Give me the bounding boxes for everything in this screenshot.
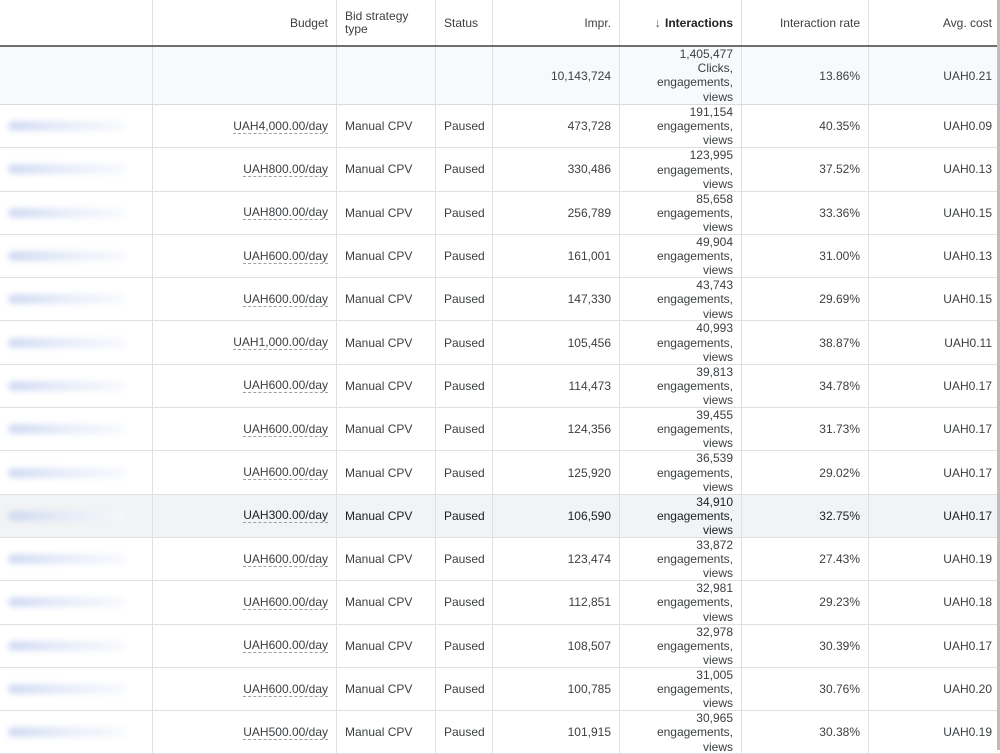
- campaign-name-cell[interactable]: [0, 105, 153, 147]
- avg-cost-cell: UAH0.09: [943, 119, 992, 134]
- interactions-type: engagements,: [656, 508, 733, 523]
- interaction-rate-cell: 29.69%: [742, 278, 869, 320]
- interactions-value: 32,981: [696, 581, 733, 596]
- header-status-label: Status: [444, 15, 479, 30]
- interaction-rate-cell: 34.78%: [742, 365, 869, 407]
- interactions-type: views: [702, 393, 733, 408]
- bid-strategy-cell: Manual CPV: [337, 365, 436, 407]
- bid-strategy-cell: Manual CPV: [337, 321, 436, 363]
- interactions-type: engagements,: [656, 335, 733, 350]
- interactions-cell: [620, 235, 742, 277]
- interactions-type: views: [702, 436, 733, 451]
- total-impr: 10,143,724: [493, 47, 620, 104]
- total-campaign: [0, 47, 153, 104]
- budget-cell[interactable]: [153, 711, 337, 753]
- interactions-cell: [620, 668, 742, 710]
- header-interactions-label: Interactions: [664, 15, 733, 30]
- interaction-rate-cell: 30.38%: [742, 711, 869, 753]
- table-row[interactable]: [0, 321, 1000, 364]
- interactions-cell: [620, 711, 742, 753]
- interactions-value: 40,993: [696, 321, 733, 336]
- redacted-campaign-name: [8, 684, 126, 694]
- table-row[interactable]: [0, 495, 1000, 538]
- total-interactions-type: Clicks,: [697, 61, 733, 76]
- impr-cell: 125,920: [493, 451, 620, 493]
- interactions-cell: [620, 495, 742, 537]
- status-cell: Paused: [436, 581, 493, 623]
- header-avg-cost[interactable]: [869, 0, 1000, 45]
- interactions-type: views: [702, 176, 733, 191]
- status-cell: Paused: [436, 148, 493, 190]
- bid-strategy-cell: Manual CPV: [337, 148, 436, 190]
- interactions-cell: [620, 625, 742, 667]
- redacted-campaign-name: [8, 554, 126, 564]
- interactions-type: engagements,: [656, 682, 733, 697]
- interaction-rate-cell: 31.73%: [742, 408, 869, 450]
- budget-value[interactable]: UAH600.00/day: [243, 378, 328, 393]
- total-budget: [153, 47, 337, 104]
- status-cell: Paused: [436, 278, 493, 320]
- bid-strategy-cell: Manual CPV: [337, 625, 436, 667]
- table-row[interactable]: [0, 711, 1000, 754]
- campaign-name-cell[interactable]: [0, 278, 153, 320]
- interactions-value: 39,455: [696, 408, 733, 423]
- bid-strategy-cell: Manual CPV: [337, 495, 436, 537]
- interactions-type: engagements,: [656, 725, 733, 740]
- budget-value[interactable]: UAH600.00/day: [243, 551, 328, 566]
- interaction-rate-cell: 31.00%: [742, 235, 869, 277]
- interactions-value: 34,910: [696, 494, 733, 509]
- bid-strategy-cell: Manual CPV: [337, 451, 436, 493]
- status-cell: Paused: [436, 408, 493, 450]
- budget-value[interactable]: UAH500.00/day: [243, 724, 328, 739]
- interactions-type: engagements,: [656, 119, 733, 134]
- interactions-type: engagements,: [656, 162, 733, 177]
- interactions-value: 36,539: [696, 451, 733, 466]
- status-cell: Paused: [436, 711, 493, 753]
- avg-cost-cell: UAH0.13: [943, 249, 992, 264]
- budget-cell[interactable]: [153, 148, 337, 190]
- avg-cost-cell: UAH0.13: [943, 162, 992, 177]
- avg-cost-cell: UAH0.20: [943, 682, 992, 696]
- avg-cost-cell: UAH0.18: [943, 595, 992, 610]
- interactions-type: engagements,: [656, 595, 733, 610]
- interactions-value: 49,904: [696, 234, 733, 249]
- budget-value[interactable]: UAH600.00/day: [243, 681, 328, 696]
- status-cell: Paused: [436, 321, 493, 363]
- avg-cost-cell: UAH0.17: [943, 465, 992, 480]
- campaign-name-cell[interactable]: [0, 711, 153, 753]
- interactions-type: views: [702, 566, 733, 581]
- redacted-campaign-name: [8, 338, 126, 348]
- interaction-rate-cell: 27.43%: [742, 538, 869, 580]
- interaction-rate-cell: 40.35%: [742, 105, 869, 147]
- interactions-type: views: [702, 739, 733, 754]
- bid-strategy-cell: Manual CPV: [337, 105, 436, 147]
- campaign-name-cell[interactable]: [0, 408, 153, 450]
- interactions-cell: [620, 408, 742, 450]
- status-cell: Paused: [436, 495, 493, 537]
- interaction-rate-cell: 30.76%: [742, 668, 869, 710]
- campaign-name-cell[interactable]: [0, 625, 153, 667]
- redacted-campaign-name: [8, 727, 126, 737]
- avg-cost-cell: UAH0.15: [943, 205, 992, 220]
- table-row[interactable]: [0, 105, 1000, 148]
- redacted-campaign-name: [8, 121, 126, 131]
- interactions-type: engagements,: [656, 422, 733, 437]
- interactions-type: views: [702, 523, 733, 537]
- redacted-campaign-name: [8, 511, 126, 521]
- campaign-name-cell[interactable]: [0, 148, 153, 190]
- interactions-type: views: [702, 349, 733, 364]
- budget-cell[interactable]: [153, 235, 337, 277]
- total-interactions-type: engagements,: [656, 75, 733, 90]
- table-row[interactable]: [0, 192, 1000, 235]
- interactions-cell: [620, 538, 742, 580]
- budget-value[interactable]: UAH600.00/day: [243, 421, 328, 436]
- impr-cell: 101,915: [493, 711, 620, 753]
- redacted-campaign-name: [8, 597, 126, 607]
- budget-value[interactable]: UAH600.00/day: [243, 465, 328, 480]
- avg-cost-cell: UAH0.11: [944, 335, 992, 350]
- header-interaction-rate-label: Interaction rate: [779, 15, 860, 30]
- budget-cell[interactable]: [153, 278, 337, 320]
- impr-cell: 100,785: [493, 668, 620, 710]
- budget-value[interactable]: UAH1,000.00/day: [233, 335, 328, 350]
- avg-cost-cell: UAH0.17: [943, 508, 992, 523]
- header-bid-strategy[interactable]: [337, 0, 436, 45]
- budget-value[interactable]: UAH600.00/day: [243, 248, 328, 263]
- campaign-name-cell[interactable]: [0, 581, 153, 623]
- total-avg-cost: UAH0.21: [943, 68, 992, 83]
- table-row[interactable]: [0, 408, 1000, 451]
- budget-cell[interactable]: [153, 365, 337, 407]
- interactions-value: 123,995: [689, 148, 733, 163]
- table-row[interactable]: [0, 668, 1000, 711]
- header-interaction-rate[interactable]: [742, 0, 869, 45]
- interactions-cell: [620, 105, 742, 147]
- budget-cell[interactable]: [153, 408, 337, 450]
- interactions-type: engagements,: [656, 292, 733, 307]
- header-bid-strategy-label: Bid strategy type: [345, 8, 409, 36]
- interactions-cell: [620, 148, 742, 190]
- bid-strategy-cell: Manual CPV: [337, 711, 436, 753]
- interactions-type: engagements,: [656, 378, 733, 393]
- interaction-rate-cell: 32.75%: [742, 495, 869, 537]
- interactions-type: engagements,: [656, 249, 733, 264]
- impr-cell: 106,590: [493, 495, 620, 537]
- avg-cost-cell: UAH0.19: [943, 552, 992, 567]
- total-interaction-rate: 13.86%: [742, 47, 869, 104]
- budget-cell[interactable]: [153, 192, 337, 234]
- bid-strategy-cell: Manual CPV: [337, 192, 436, 234]
- interactions-type: views: [702, 263, 733, 278]
- table-row[interactable]: [0, 451, 1000, 494]
- status-cell: Paused: [436, 192, 493, 234]
- redacted-campaign-name: [8, 424, 126, 434]
- interactions-cell: [620, 278, 742, 320]
- redacted-campaign-name: [8, 294, 126, 304]
- campaign-name-cell[interactable]: [0, 365, 153, 407]
- table-header: [0, 0, 1000, 47]
- status-cell: Paused: [436, 365, 493, 407]
- impr-cell: 256,789: [493, 192, 620, 234]
- table-row[interactable]: [0, 538, 1000, 581]
- budget-value[interactable]: UAH600.00/day: [243, 594, 328, 609]
- budget-value[interactable]: UAH4,000.00/day: [233, 118, 328, 133]
- campaign-name-cell[interactable]: [0, 321, 153, 363]
- interactions-value: 31,005: [696, 667, 733, 682]
- campaign-name-cell[interactable]: [0, 495, 153, 537]
- interactions-type: engagements,: [656, 552, 733, 567]
- impr-cell: 161,001: [493, 235, 620, 277]
- total-interactions-type: views: [702, 89, 733, 104]
- campaign-name-cell[interactable]: [0, 538, 153, 580]
- interactions-type: engagements,: [656, 638, 733, 653]
- avg-cost-cell: UAH0.17: [943, 422, 992, 437]
- avg-cost-cell: UAH0.15: [943, 292, 992, 307]
- total-interactions: [620, 47, 742, 104]
- interactions-value: 43,743: [696, 278, 733, 293]
- campaign-name-cell[interactable]: [0, 192, 153, 234]
- interaction-rate-cell: 29.02%: [742, 451, 869, 493]
- bid-strategy-cell: Manual CPV: [337, 408, 436, 450]
- interactions-type: views: [702, 609, 733, 624]
- header-impr-label: Impr.: [584, 15, 611, 30]
- interactions-type: views: [702, 306, 733, 321]
- avg-cost-cell: UAH0.17: [943, 378, 992, 393]
- header-status[interactable]: [436, 0, 493, 45]
- bid-strategy-cell: Manual CPV: [337, 538, 436, 580]
- avg-cost-cell: UAH0.17: [943, 638, 992, 653]
- interactions-value: 39,813: [696, 364, 733, 379]
- table-row[interactable]: [0, 235, 1000, 278]
- status-cell: Paused: [436, 105, 493, 147]
- bid-strategy-cell: Manual CPV: [337, 278, 436, 320]
- budget-cell[interactable]: [153, 538, 337, 580]
- total-row: [0, 47, 1000, 105]
- interaction-rate-cell: 38.87%: [742, 321, 869, 363]
- redacted-campaign-name: [8, 381, 126, 391]
- table-row[interactable]: [0, 625, 1000, 668]
- interactions-value: 85,658: [696, 191, 733, 206]
- interactions-value: 30,965: [696, 711, 733, 726]
- header-budget[interactable]: [153, 0, 337, 45]
- interactions-value: 191,154: [689, 105, 733, 119]
- interactions-cell: [620, 321, 742, 363]
- status-cell: Paused: [436, 451, 493, 493]
- interactions-cell: [620, 365, 742, 407]
- interactions-type: views: [702, 133, 733, 148]
- budget-value[interactable]: UAH800.00/day: [243, 205, 328, 220]
- impr-cell: 123,474: [493, 538, 620, 580]
- interactions-type: views: [702, 220, 733, 234]
- interactions-cell: [620, 451, 742, 493]
- impr-cell: 108,507: [493, 625, 620, 667]
- interaction-rate-cell: 37.52%: [742, 148, 869, 190]
- status-cell: Paused: [436, 625, 493, 667]
- interaction-rate-cell: 30.39%: [742, 625, 869, 667]
- header-budget-label: Budget: [289, 15, 328, 30]
- status-cell: Paused: [436, 668, 493, 710]
- budget-value[interactable]: UAH600.00/day: [243, 638, 328, 653]
- interactions-cell: [620, 192, 742, 234]
- campaign-name-cell[interactable]: [0, 451, 153, 493]
- bid-strategy-cell: Manual CPV: [337, 235, 436, 277]
- interactions-cell: [620, 581, 742, 623]
- impr-cell: 473,728: [493, 105, 620, 147]
- interactions-type: views: [702, 652, 733, 667]
- redacted-campaign-name: [8, 164, 126, 174]
- table-row[interactable]: [0, 148, 1000, 191]
- interactions-type: views: [702, 696, 733, 711]
- interaction-rate-cell: 29.23%: [742, 581, 869, 623]
- interactions-value: 33,872: [696, 537, 733, 552]
- table-row[interactable]: [0, 581, 1000, 624]
- budget-cell[interactable]: [153, 451, 337, 493]
- budget-cell[interactable]: [153, 321, 337, 363]
- interaction-rate-cell: 33.36%: [742, 192, 869, 234]
- header-campaign[interactable]: [0, 0, 153, 45]
- budget-cell[interactable]: [153, 668, 337, 710]
- redacted-campaign-name: [8, 208, 126, 218]
- table-row[interactable]: [0, 365, 1000, 408]
- sort-descending-icon: ↓: [654, 15, 661, 30]
- header-interactions[interactable]: [620, 0, 742, 45]
- impr-cell: 124,356: [493, 408, 620, 450]
- campaign-name-cell[interactable]: [0, 235, 153, 277]
- budget-cell[interactable]: [153, 105, 337, 147]
- table-row[interactable]: [0, 278, 1000, 321]
- interactions-value: 32,978: [696, 624, 733, 639]
- avg-cost-cell: UAH0.19: [943, 725, 992, 740]
- impr-cell: 112,851: [493, 581, 620, 623]
- impr-cell: 330,486: [493, 148, 620, 190]
- bid-strategy-cell: Manual CPV: [337, 668, 436, 710]
- total-bid: [337, 47, 436, 104]
- redacted-campaign-name: [8, 641, 126, 651]
- status-cell: Paused: [436, 538, 493, 580]
- table-body: [0, 105, 1000, 754]
- budget-cell[interactable]: [153, 581, 337, 623]
- status-cell: Paused: [436, 235, 493, 277]
- header-avg-cost-label: Avg. cost: [942, 15, 992, 30]
- redacted-campaign-name: [8, 468, 126, 478]
- bid-strategy-cell: Manual CPV: [337, 581, 436, 623]
- redacted-campaign-name: [8, 251, 126, 261]
- total-status: [436, 47, 493, 104]
- total-interactions-value: 1,405,477: [679, 47, 733, 61]
- interactions-type: engagements,: [656, 205, 733, 220]
- budget-value[interactable]: UAH600.00/day: [243, 291, 328, 306]
- impr-cell: 114,473: [493, 365, 620, 407]
- budget-cell[interactable]: [153, 495, 337, 537]
- interactions-type: views: [702, 479, 733, 494]
- campaign-name-cell[interactable]: [0, 668, 153, 710]
- budget-value[interactable]: UAH300.00/day: [243, 508, 328, 523]
- budget-cell[interactable]: [153, 625, 337, 667]
- header-impr[interactable]: [493, 0, 620, 45]
- impr-cell: 105,456: [493, 321, 620, 363]
- interactions-type: engagements,: [656, 465, 733, 480]
- budget-value[interactable]: UAH800.00/day: [243, 161, 328, 176]
- impr-cell: 147,330: [493, 278, 620, 320]
